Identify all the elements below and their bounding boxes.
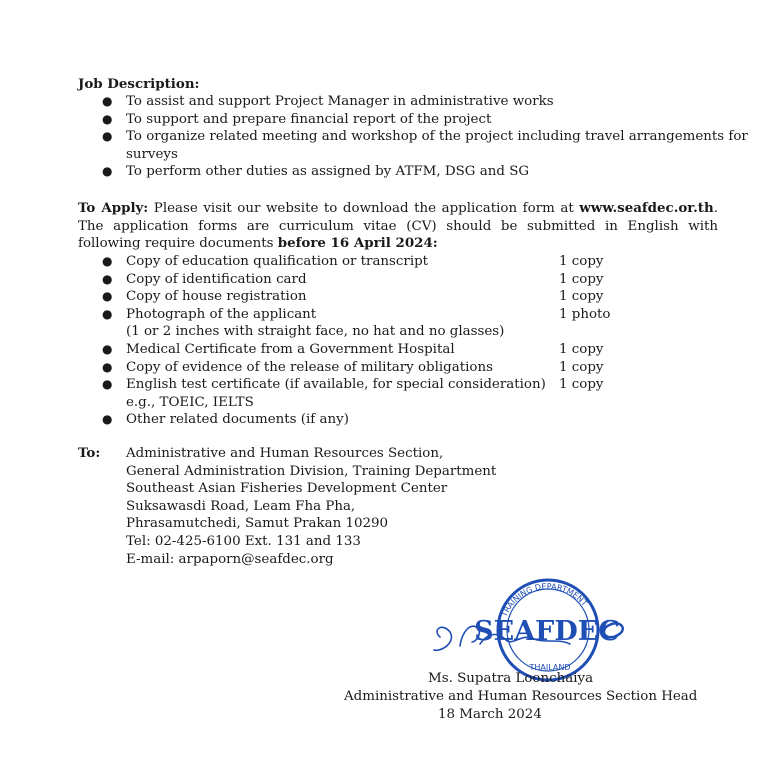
signatory-title: Administrative and Human Resources Section Head: [344, 689, 698, 704]
address-line: Administrative and Human Resources Section,: [126, 446, 444, 461]
bullet-icon: ●: [102, 377, 113, 392]
seafdec-stamp: [420, 572, 640, 682]
job-description-list: [0, 93, 765, 181]
apply-paragraph: To Apply: Please visit our website to download the application form at www.seafdec.or.th. The application forms are curriculum vitae (CV) should be submitted in English with following require documents before 16 April 2024:: [78, 200, 718, 252]
bullet-icon: ●: [102, 341, 113, 356]
document-item: ● Other related documents (if any): [102, 412, 349, 428]
document-item: ● Copy of evidence of the release of military obligations 1 copy: [102, 359, 604, 375]
list-item: ● To assist and support Project Manager in administrative works: [102, 94, 554, 109]
document-item: ● Photograph of the applicant 1 photo: [102, 306, 611, 322]
list-item: ● To perform other duties as assigned by ATFM, DSG and SG: [102, 164, 530, 180]
bullet-icon: ●: [102, 164, 113, 179]
document-item: ● Copy of identification card 1 copy: [102, 271, 604, 287]
stamp-bottom-text: THAILAND: [529, 663, 571, 672]
recipient-address: [126, 445, 496, 568]
stamp-center-text: SEAFDEC: [474, 616, 620, 647]
job-description-heading: Job Description:: [78, 76, 200, 92]
address-line: Suksawasdi Road, Leam Fha Pha,: [126, 498, 356, 514]
bullet-icon: ●: [102, 412, 113, 427]
bullet-icon: ●: [102, 289, 113, 304]
apply-label: To Apply:: [78, 200, 149, 216]
to-label: To:: [78, 445, 101, 461]
bullet-icon: ●: [102, 254, 113, 268]
document-item-continuation: (1 or 2 inches with straight face, no hat and no glasses): [126, 324, 505, 340]
signature-date: 18 March 2024: [438, 707, 542, 722]
signatory-name: Ms. Supatra Loonchaiya: [428, 671, 594, 686]
bullet-icon: ●: [102, 359, 113, 374]
document-item-continuation: e.g., TOEIC, IELTS: [126, 394, 254, 410]
address-line: General Administration Division, Training Department: [126, 463, 497, 479]
document-item: ● English test certificate (if available, for special consideration) 1 copy: [102, 377, 604, 393]
email-line: E-mail: arpaporn@seafdec.org: [126, 551, 334, 567]
document-item: ● Copy of house registration 1 copy: [102, 289, 604, 305]
deadline: before 16 April 2024:: [277, 235, 438, 252]
website-link[interactable]: www.seafdec.or.th: [579, 200, 714, 216]
bullet-icon: ●: [102, 129, 113, 144]
address-line: Phrasamutchedi, Samut Prakan 10290: [126, 516, 389, 532]
document-item: ● Medical Certificate from a Government Hospital 1 copy: [102, 341, 604, 357]
list-item: ● To organize related meeting and workshop of the project including travel arrangements for: [102, 129, 748, 145]
bullet-icon: ●: [102, 271, 113, 286]
bullet-icon: ●: [102, 306, 113, 321]
address-line: Southeast Asian Fisheries Development Center: [126, 481, 448, 497]
list-item: ● To support and prepare financial report of the project: [102, 111, 492, 127]
stamp-top-text: TRAINING DEPARTMENT: [499, 581, 590, 619]
document-item: ● Copy of education qualification or transcript 1 copy: [102, 254, 604, 269]
list-item-continuation: surveys: [126, 146, 178, 162]
documents-list: [0, 253, 765, 429]
phone-line: Tel: 02-425-6100 Ext. 131 and 133: [126, 533, 361, 549]
bullet-icon: ●: [102, 94, 113, 108]
bullet-icon: ●: [102, 111, 113, 126]
